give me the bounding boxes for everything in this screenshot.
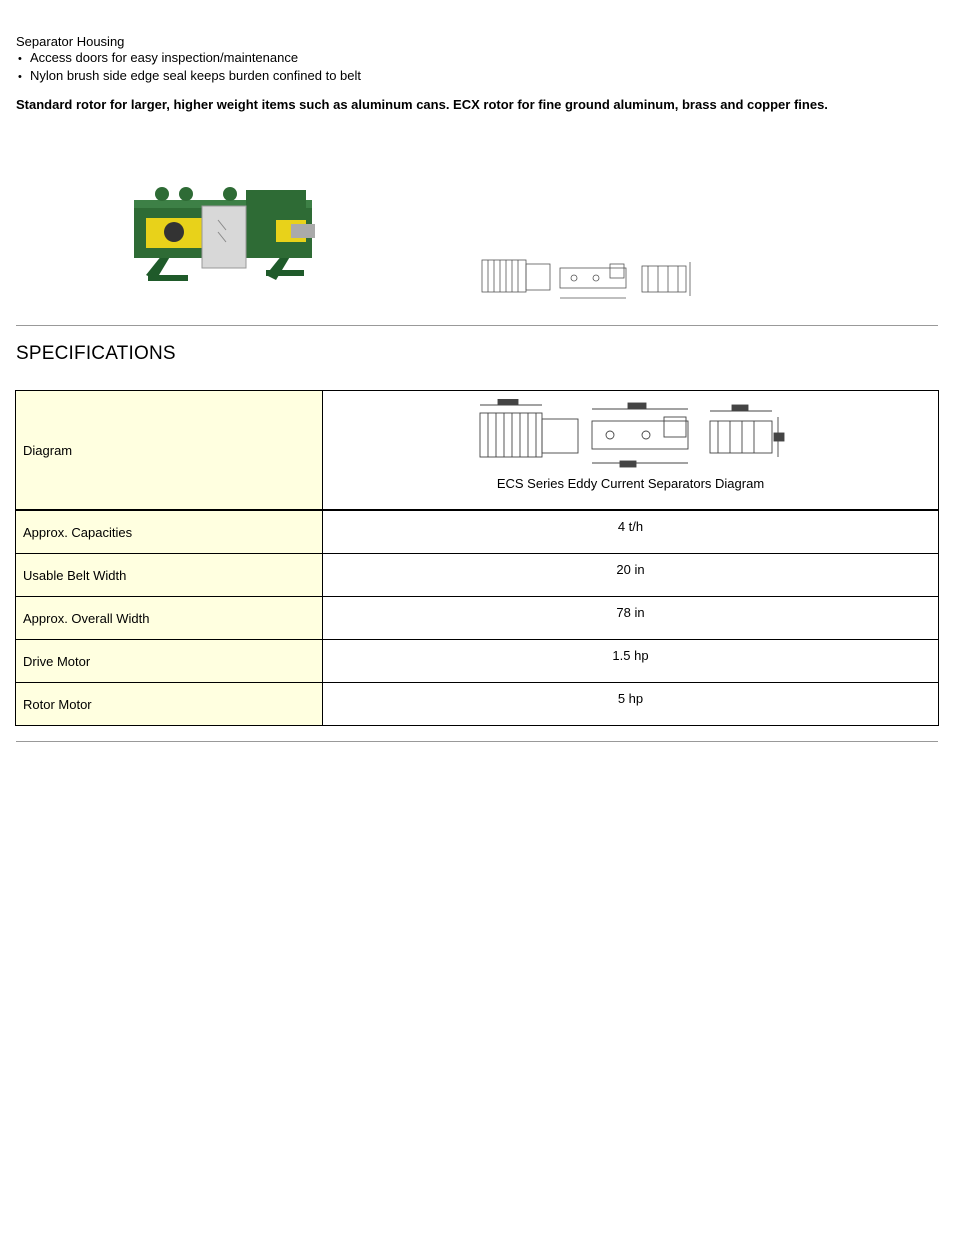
spec-label-cell — [16, 597, 323, 640]
spec-value-cell — [323, 640, 939, 683]
spec-label-cell — [16, 510, 323, 554]
spec-label: Approx. Capacities — [23, 524, 133, 540]
spec-value-cell — [323, 510, 939, 554]
dimension-thumbnail — [478, 254, 698, 304]
spec-value: 5 hp — [617, 691, 644, 706]
table-row — [16, 683, 939, 726]
spec-label: Usable Belt Width — [23, 567, 127, 583]
specifications-table — [15, 390, 939, 726]
spec-value-cell — [323, 597, 939, 640]
feature-item — [18, 50, 361, 68]
diagram-label: Diagram — [23, 442, 73, 458]
spec-value-cell — [323, 554, 939, 597]
table-row — [16, 597, 939, 640]
eddy-current-separator-diagram — [478, 399, 788, 471]
spec-label-cell — [16, 554, 323, 597]
spec-value: 20 in — [616, 562, 645, 577]
divider-bottom — [16, 741, 938, 742]
spec-label: Approx. Overall Width — [23, 610, 150, 626]
table-row — [16, 640, 939, 683]
housing-heading: Separator Housing — [16, 34, 125, 49]
spec-value: 4 t/h — [617, 519, 644, 534]
specifications-title: SPECIFICATIONS — [16, 343, 176, 364]
diagram-cell — [323, 391, 939, 511]
feature-list — [18, 50, 361, 85]
diagram-label-cell — [16, 391, 323, 511]
table-row — [16, 510, 939, 554]
feature-item — [18, 68, 361, 86]
table-row — [16, 391, 939, 511]
spec-value: 1.5 hp — [612, 648, 649, 663]
divider-top — [16, 325, 938, 326]
diagram-caption: ECS Series Eddy Current Separators Diagram — [496, 476, 765, 491]
rotor-note: Standard rotor for larger, higher weight items such as aluminum cans. ECX rotor for fine ground aluminum, brass and copper fines. — [16, 97, 828, 112]
feature-item-text: Access doors for easy inspection/maintenance — [30, 50, 299, 65]
product-photo — [126, 180, 322, 302]
feature-item-text: Nylon brush side edge seal keeps burden confined to belt — [30, 67, 361, 83]
spec-label: Drive Motor — [23, 653, 91, 669]
spec-label-cell — [16, 640, 323, 683]
table-row — [16, 554, 939, 597]
spec-label: Rotor Motor — [23, 696, 92, 712]
spec-value: 78 in — [616, 605, 645, 620]
spec-label-cell — [16, 683, 323, 726]
spec-value-cell — [323, 683, 939, 726]
